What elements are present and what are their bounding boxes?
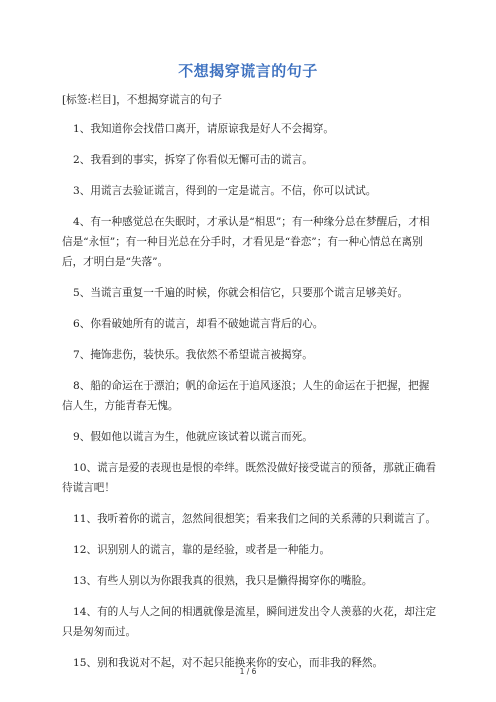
paragraph-15: 15、别和我说对不起，对不起只能换来你的安心，而非我的释然。 [73,657,384,669]
paragraph-3: 3、用谎言去验证谎言，得到的一定是谎言。不信，你可以试试。 [73,185,377,197]
page-indicator: 1 / 6 [239,667,257,676]
paragraph-11: 11、我听着你的谎言，忽然间很想笑；看来我们之间的关系薄的只剩谎言了。 [73,513,437,525]
document-body [62,90,438,684]
paragraph-1: 1、我知道你会找借口离开，请原谅我是好人不会揭穿。 [73,123,334,135]
paragraph-10: 10、谎言是爱的表现也是恨的牵绊。既然没做好接受谎言的预备，那就正确看待谎言吧！ [62,462,437,494]
paragraph-8: 8、船的命运在于漂泊；帆的命运在于追风逐浪；人生的命运在于把握，把握信人生，方能青春无愧。 [62,380,430,412]
paragraph-6: 6、你看破她所有的谎言，却看不破她谎言背后的心。 [73,318,324,330]
paragraph-9: 9、假如他以谎言为生，他就应该试着以谎言而死。 [73,431,313,443]
document-title: 不想揭穿谎言的句子 [178,62,318,80]
paragraph-14: 14、有的人与人之间的相遇就像是流星，瞬间迸发出令人羡慕的火花，却注定只是匆匆而过。 [62,606,437,638]
paragraph-12: 12、识别别人的谎言，靠的是经验，或者是一种能力。 [73,544,331,556]
intro-line: [标签:栏目]，不想揭穿谎言的句子 [62,94,223,106]
paragraph-5: 5、当谎言重复一千遍的时候，你就会相信它，只要那个谎言足够美好。 [73,287,409,299]
paragraph-7: 7、掩饰悲伤，装快乐。我依然不希望谎言被揭穿。 [73,349,313,361]
paragraph-4: 4、有一种感觉总在失眠时，才承认是“相思”；有一种缘分总在梦醒后，才相信是“永恒”；有一种目光总在分手时，才看见是“眷恋”；有一种心情总在离别后，才明白是“失落”。 [62,216,430,268]
paragraph-13: 13、有些人别以为你跟我真的很熟，我只是懒得揭穿你的嘴脸。 [73,575,373,587]
paragraph-2: 2、我看到的事实，拆穿了你看似无懈可击的谎言。 [73,154,313,166]
